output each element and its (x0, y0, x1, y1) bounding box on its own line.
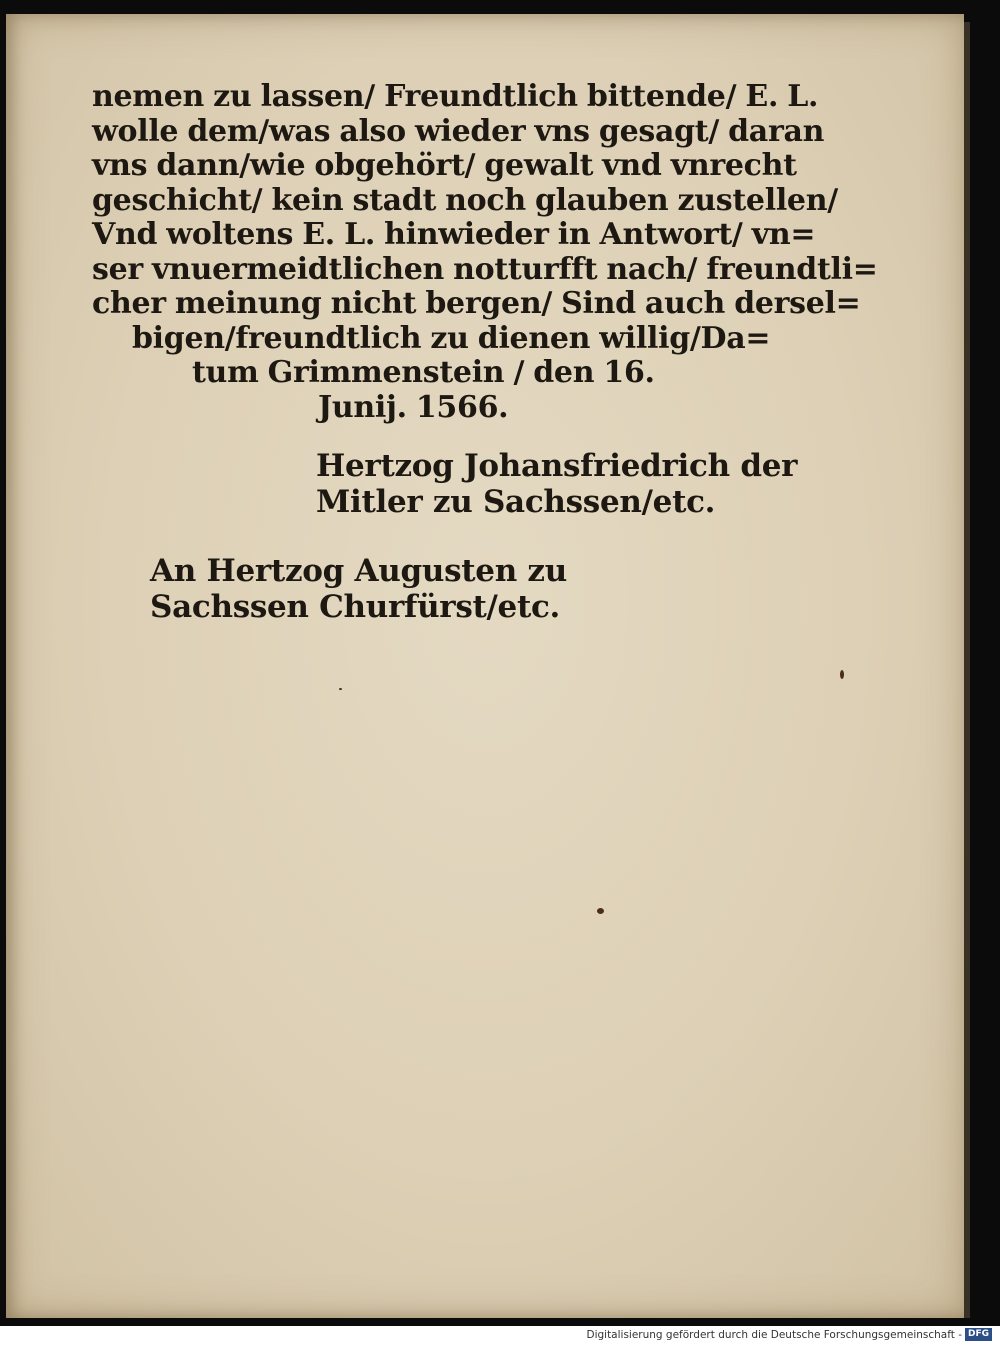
body-line: vns dann/wie obgehört/ gewalt vnd vnrecht (92, 148, 797, 183)
body-line: bigen/freundtlich zu dienen willig/Da= (132, 320, 771, 356)
address-line: An Hertzog Augusten zu (150, 553, 567, 589)
letter-body (92, 79, 878, 425)
funding-credit: Digitalisierung gefördert durch die Deutsche Forschungsgemeinschaft - (586, 1329, 962, 1341)
body-line: nemen zu lassen/ Freundtlich bittende/ E. L. (92, 79, 819, 114)
dfg-logo: DFG (965, 1328, 992, 1341)
body-line: tum Grimmenstein / den 16. (192, 355, 655, 390)
page-edge (964, 22, 970, 1318)
signature-line: Mitler zu Sachssen/etc. (316, 484, 716, 520)
body-line: geschicht/ kein stadt noch glauben zustellen/ (92, 182, 838, 218)
address-line: Sachssen Churfürst/etc. (150, 589, 561, 625)
paper-speck (339, 688, 342, 690)
paper-speck (597, 908, 604, 914)
body-line: ser vnuermeidtlichen notturfft nach/ freundtli= (92, 251, 878, 287)
footer-bar (0, 1326, 1000, 1345)
paper-speck (840, 670, 844, 679)
body-line: cher meinung nicht bergen/ Sind auch dersel= (92, 286, 861, 321)
signature-line: Hertzog Johansfriedrich der (316, 448, 798, 484)
body-line: Vnd woltens E. L. hinwieder in Antwort/ vn= (92, 217, 816, 252)
body-line: wolle dem/was also wieder vns gesagt/ daran (92, 113, 825, 149)
address-block (150, 553, 567, 625)
signature-block (316, 448, 797, 520)
body-line: Junij. 1566. (318, 389, 509, 425)
